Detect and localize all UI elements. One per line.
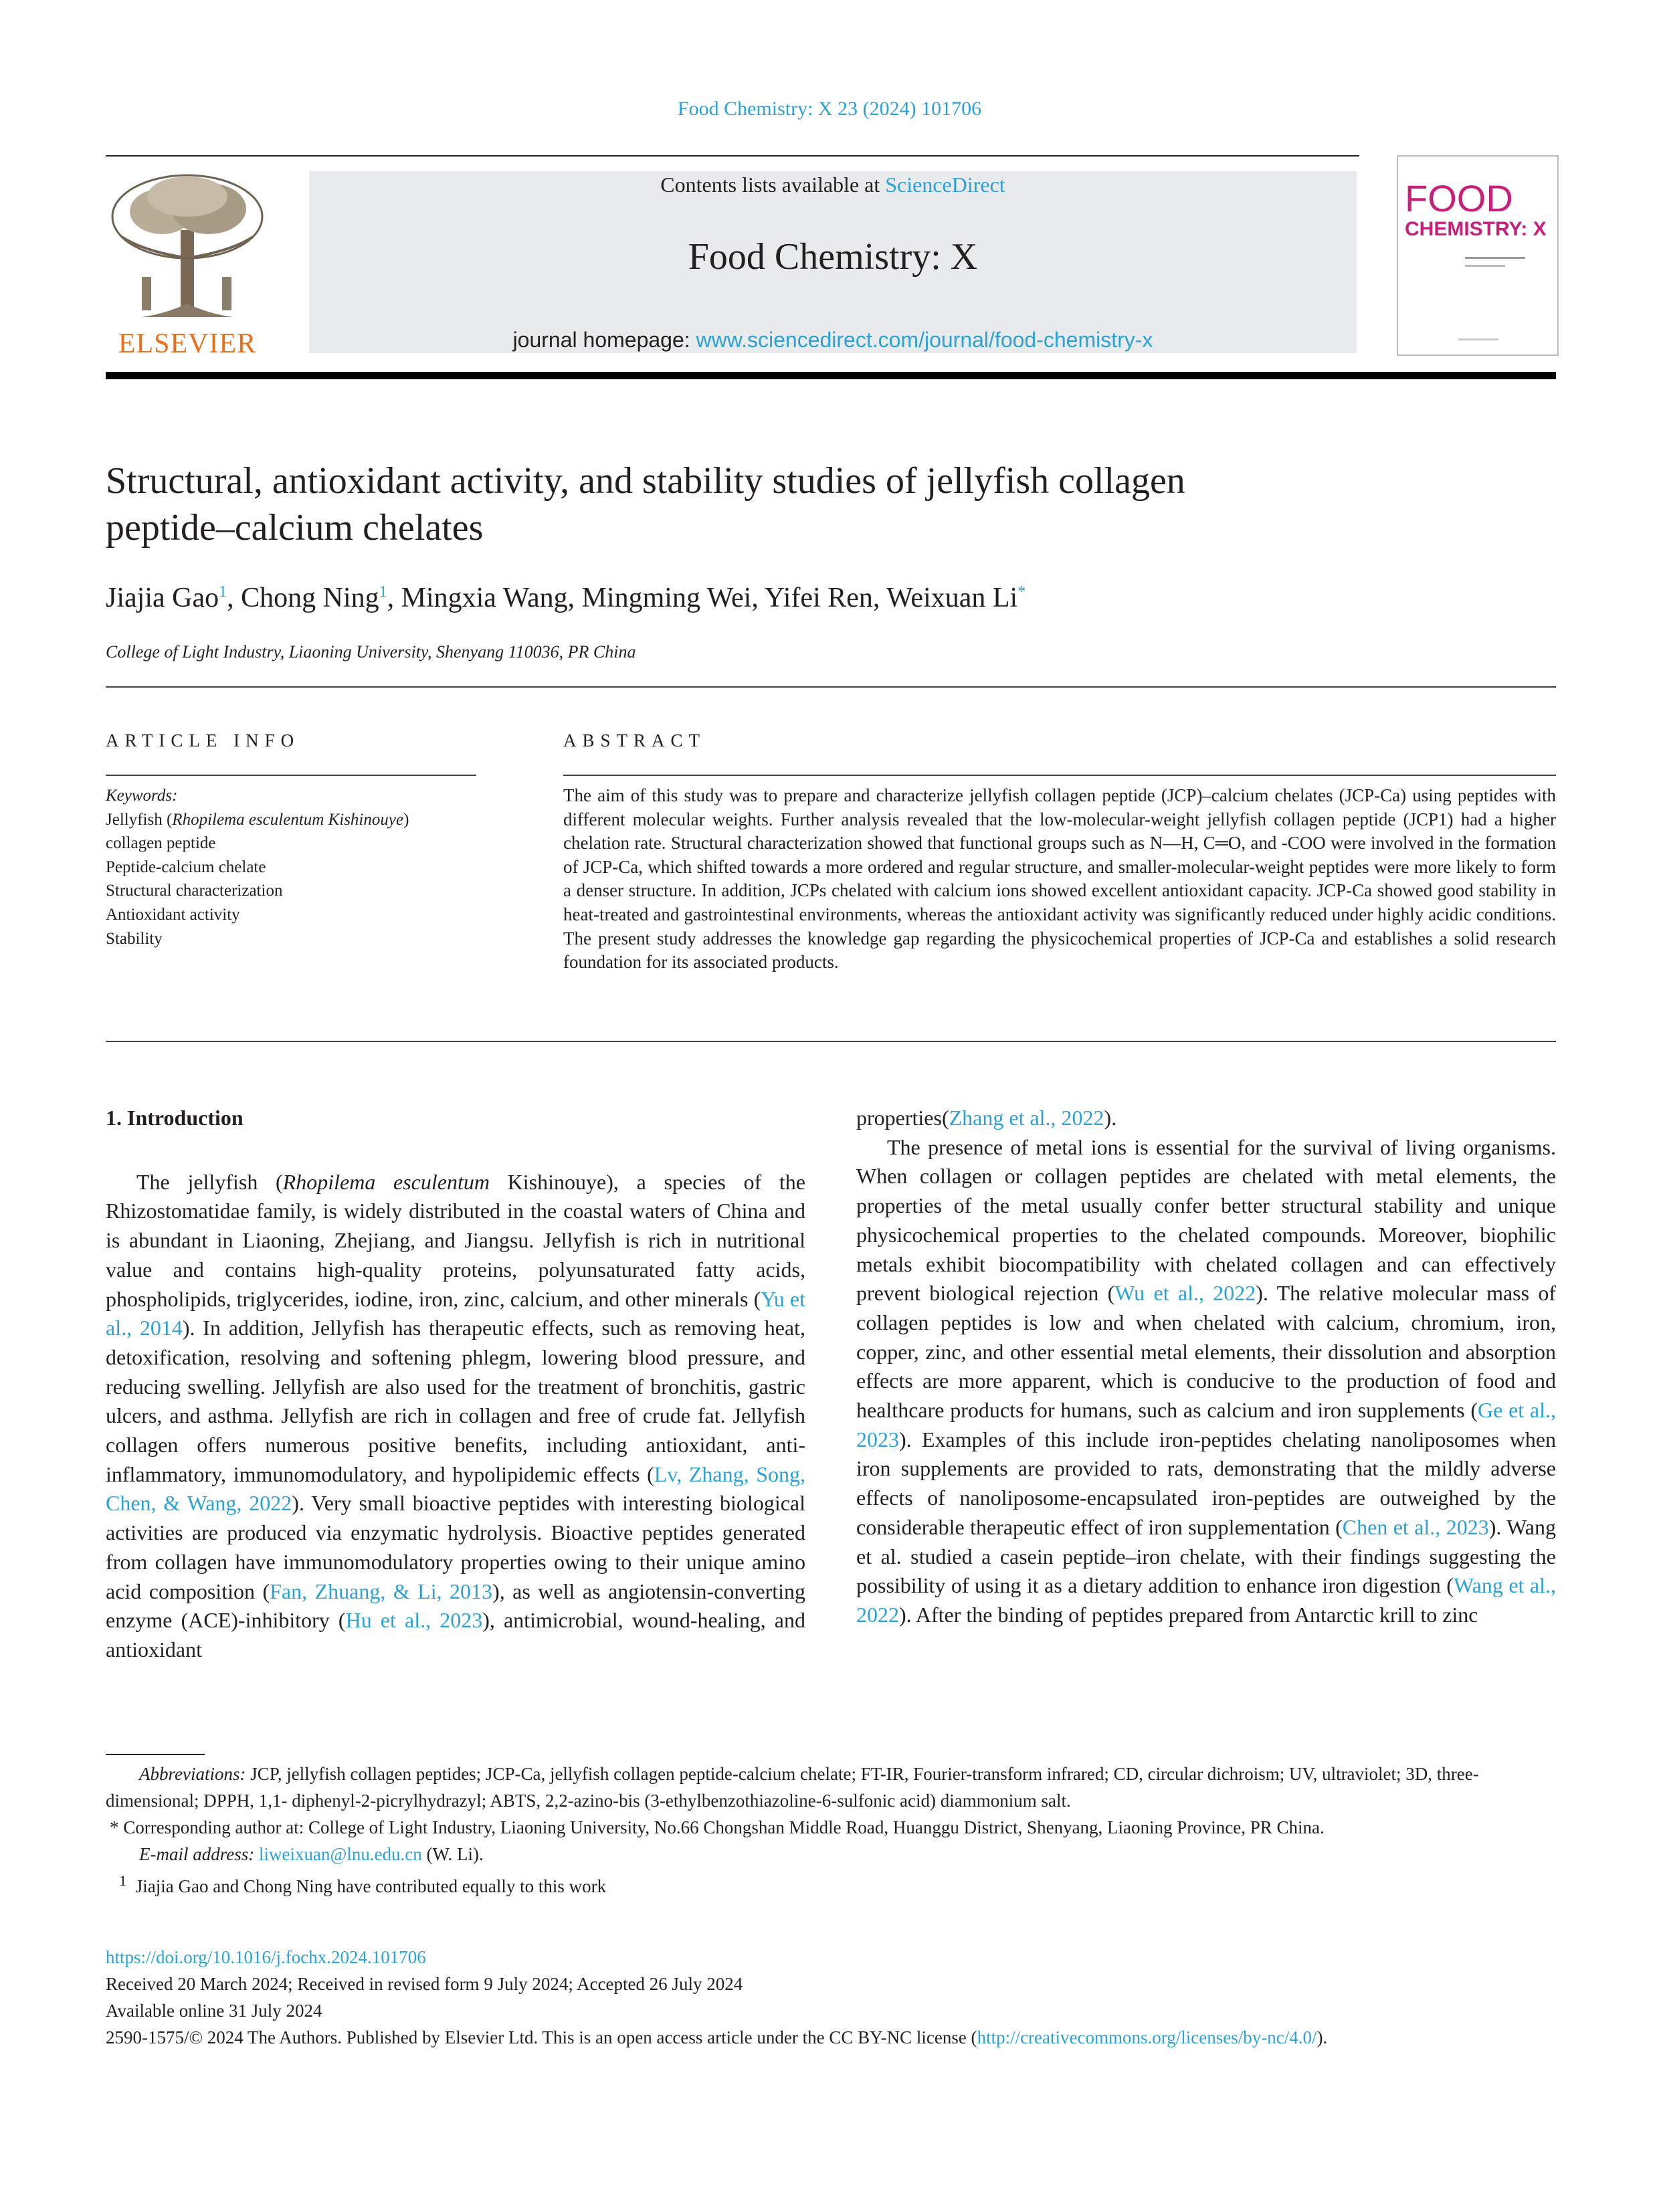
citation-link[interactable]: Fan, Zhuang, & Li, 2013 [270,1579,493,1603]
species-name: Rhopilema esculentum [282,1169,490,1194]
email-footnote [106,1841,1556,1868]
text: ). After the binding of peptides prepared from Antarctic krill to zinc [899,1602,1478,1627]
cover-line [1458,338,1498,340]
author[interactable]: Yifei Ren [764,583,873,613]
doi-link[interactable]: https://doi.org/10.1016/j.fochx.2024.101706 [106,1947,426,1967]
paragraph [856,1133,1556,1630]
homepage-prefix: journal homepage: [512,328,696,352]
text: ). Examples of this include iron-peptides chelating nanoliposomes when iron supplements are provided to rats, demonstrating that the mildly adverse effects of nanoliposome-encapsulated iron-peptides are outweighed by the considerable therapeutic effect of iron supplementation ( [856,1427,1556,1539]
author-sup[interactable]: * [1017,583,1026,601]
cover-line [1465,257,1525,259]
keyword: Stability [106,929,163,948]
elsevier-wordmark: ELSEVIER [118,328,257,359]
body-column-left [106,1104,805,1665]
corresponding-footnote: * Corresponding author at: College of Light Industry, Liaoning University, No.66 Chongshan Middle Road, Huanggu District, Shenyang, Liaoning Province, PR China. [110,1817,1325,1837]
citation-link[interactable]: Wang et al., 2022 [856,1573,1557,1627]
abstract-heading: ABSTRACT [563,730,706,750]
journal-reference[interactable]: Food Chemistry: X 23 (2024) 101706 [677,98,982,120]
license-link[interactable]: http://creativecommons.org/licenses/by-nc/4.0/ [977,2027,1317,2047]
received-dates: Received 20 March 2024; Received in revised form 9 July 2024; Accepted 26 July 2024 [106,1974,743,1994]
contribution-text: Jiajia Gao and Chong Ning have contributed equally to this work [135,1876,607,1896]
available-online: Available online 31 July 2024 [106,2001,322,2021]
cover-title-2: CHEMISTRY: X [1405,218,1547,240]
text: Kishinouye), a species of the Rhizostomatidae family, is widely distributed in the coastal waters of China and is abundant in Liaoning, Zhejiang, and Jiangsu. Jellyfish is rich in nutritional value and contains high-quality proteins, polyunsaturated fatty acids, phospholipids, triglycerides, iodine, iron, zinc, calcium, and other minerals ( [106,1169,806,1311]
article-info-rule [106,775,476,776]
text: ). Wang et al. studied a casein peptide–iron chelate, with their findings suggesting the possibility of using it as a dietary addition to enhance iron digestion ( [856,1514,1557,1598]
citation-link[interactable]: Yu et al., 2014 [106,1286,806,1340]
title-line: peptide–calcium chelates [106,507,484,548]
footnotes [106,1761,1556,1900]
text: ). Very small bioactive peptides with interesting biological activities are produced via enzymatic hydrolysis. Bioactive peptides generated from collagen have immunomodulatory properties owing to their unique amino acid composition ( [106,1491,806,1603]
keyword: collagen peptide [106,834,216,853]
article-info-heading: ARTICLE INFO [106,730,300,750]
keyword [106,808,476,832]
keywords-label: Keywords: [106,787,178,805]
citation-link[interactable]: Zhang et al., 2022 [949,1106,1104,1130]
text: ). [1104,1106,1117,1130]
title-line: Structural, antioxidant activity, and stability studies of jellyfish collagen [106,460,1185,502]
citation-link[interactable]: Hu et al., 2023 [345,1608,483,1633]
keyword: Antioxidant activity [106,905,240,924]
citation-link[interactable]: Ge et al., 2023 [856,1398,1556,1451]
license-text: 2590-1575/© 2024 The Authors. Published by Elsevier Ltd. This is an open access article under the CC BY-NC license ( [106,2027,977,2047]
text: ), antimicrobial, wound-healing, and antioxidant [106,1608,806,1662]
text: ). In addition, Jellyfish has therapeutic effects, such as removing heat, detoxification, resolving and softening phlegm, lowering blood pressure, and reducing swelling. Jellyfish are also used for the treatment of bronchitis, gastric ulcers, and asthma. Jellyfish are rich in collagen and free of crude fat. Jellyfish collagen offers numerous positive benefits, including antioxidant, anti-inflammatory, immunomodulatory, and hypolipidemic effects ( [106,1316,806,1486]
publication-info [106,1944,1556,2051]
section-title: 1. Introduction [106,1106,243,1130]
email-link[interactable]: liweixuan@lnu.edu.cn [258,1844,422,1864]
contribution-footnote [106,1868,1556,1900]
abstract-rule [563,775,1556,776]
author[interactable]: Weixuan Li [886,583,1018,613]
text: The presence of metal ions is essential for the survival of living organisms. When collagen or collagen peptides are chelated with metal elements, the properties of the metal usually confer better structural stability and unique physicochemical properties to the chelated compounds. Moreover, biophilic metals exhibit biocompatibility with chelated collagen and can effectively prevent biological rejection ( [856,1134,1556,1306]
author[interactable]: Mingxia Wang [401,583,568,613]
text: properties( [856,1106,949,1130]
author-list: Jiajia Gao$^1$, Chong Ning$^1$, Mingxia Wang, Mingming Wei, Yifei Ren, Weixuan Li* [106,583,1026,613]
contents-line [309,173,1357,197]
citation-link[interactable]: Chen et al., 2023 [1342,1514,1489,1539]
cover-line [1465,265,1505,267]
sciencedirect-link[interactable]: ScienceDirect [885,173,1005,197]
paragraph [106,1168,805,1665]
journal-cover[interactable] [1397,155,1559,356]
text: The jellyfish ( [136,1169,283,1194]
text: ). The relative molecular mass of collagen peptides is low and when chelated with calcium, chromium, iron, copper, zinc, and other essential metal elements, their dissolution and absorption effects are more apparent, which is conducive to the production of food and healthcare products for humans, such as calcium and iron supplements ( [856,1281,1557,1423]
citation-link[interactable]: Wu et al., 2022 [1114,1281,1256,1306]
author[interactable]: Jiajia Gao [106,583,219,613]
cover-title-1: FOOD [1405,177,1513,219]
abbreviations-footnote [106,1761,1556,1814]
abbr-label: Abbreviations: [139,1764,246,1784]
affiliation: College of Light Industry, Liaoning University, Shenyang 110036, PR China [106,642,636,662]
author[interactable]: Chong Ning [241,583,379,613]
author[interactable]: Mingming Wei [581,583,752,613]
footnote-rule [106,1754,205,1755]
keyword-italic: Rhopilema esculentum Kishinouye [172,810,404,829]
header-thick-rule [106,372,1556,379]
citation-link[interactable]: Lv, Zhang, Song, Chen, & Wang, 2022 [106,1462,806,1516]
article-title [106,458,1556,551]
keywords [106,784,476,950]
elsevier-logo [102,170,273,361]
homepage-line [309,328,1357,353]
keyword-text: Jellyfish ( [106,810,173,829]
author-sup[interactable]: 1 [219,583,227,601]
abbr-text: JCP, jellyfish collagen peptides; JCP-Ca, jellyfish collagen peptide-calcium chelate; FT-IR, Fourier-transform infrared; CD, circular dichroism; UV, ultraviolet; 3D, three-dimensional; DPPH, 1,1- diphenyl-2-picrylhydrazyl; ABTS, 2,2-azino-bis (3-ethylbenzothiazoline-6-sulfonic acid) diammonium salt. [106,1764,1479,1811]
abstract-text: The aim of this study was to prepare and characterize jellyfish collagen peptide (JCP)–calcium chelates (JCP-Ca) using peptides with different molecular weights. Further analysis revealed that the low-molecular-weight jellyfish collagen peptide (JCP1) had a higher chelation rate. Structural characterization showed that functional groups such as N—H, C═O, and -COO were involved in the formation of JCP-Ca, which shifted towards a more ordered and regular structure, and smaller-molecular-weight peptides were more likely to form a denser structure. In addition, JCPs chelated with calcium ions showed excellent antioxidant capacity. JCP-Ca showed good stability in heat-treated and gastrointestinal environments, whereas the antioxidant activity was significantly reduced under highly acidic conditions. The present study addresses the knowledge gap regarding the physicochemical properties of JCP-Ca and establishes a solid research foundation for its associated products. [563,785,1556,973]
homepage-link[interactable]: www.sciencedirect.com/journal/food-chemistry-x [696,328,1153,352]
license-statement [106,2024,1556,2051]
author-sup[interactable]: 1 [379,583,387,601]
email-suffix: (W. Li). [421,1844,484,1864]
header-rule [106,155,1359,157]
contents-prefix: Contents lists available at [660,173,886,197]
journal-title: Food Chemistry: X [688,236,978,278]
email-label: E-mail address: [139,1844,255,1864]
section-rule [106,686,1556,688]
body-column-right [856,1104,1556,1630]
keyword-text: ) [403,810,409,829]
keyword: Structural characterization [106,882,283,900]
keyword: Peptide-calcium chelate [106,858,266,876]
footnote-marker: 1 [119,1872,127,1889]
text: ), as well as angiotensin-converting enzyme (ACE)-inhibitory ( [106,1579,806,1633]
abstract-end-rule [106,1041,1556,1042]
license-end: ). [1316,2027,1328,2047]
paragraph [856,1104,1556,1133]
